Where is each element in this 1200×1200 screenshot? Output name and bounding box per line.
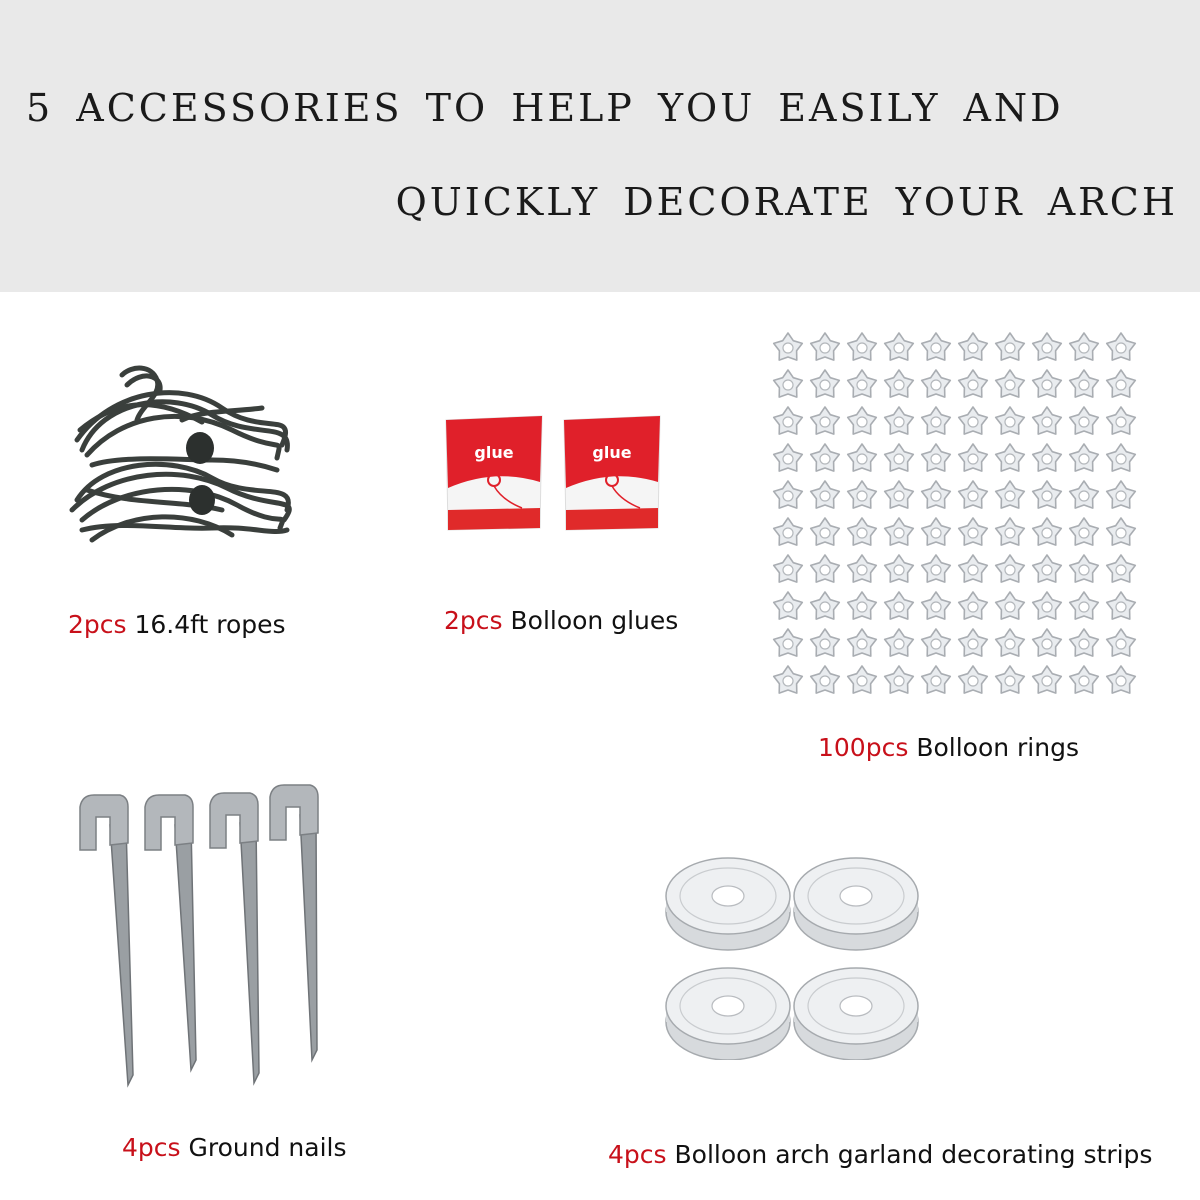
- balloon-ring: [1107, 629, 1136, 656]
- balloon-ring: [996, 629, 1025, 656]
- balloon-ring: [811, 370, 840, 397]
- balloon-ring: [848, 555, 877, 582]
- balloon-ring: [774, 444, 803, 471]
- balloon-ring: [848, 407, 877, 434]
- balloon-ring: [1107, 333, 1136, 360]
- item-label: Bolloon rings: [916, 733, 1079, 762]
- ground-nail: [270, 785, 318, 1060]
- glue-package-text: glue: [592, 443, 632, 462]
- balloon-ring: [1033, 370, 1062, 397]
- balloon-ring: [959, 370, 988, 397]
- balloon-ring: [1070, 407, 1099, 434]
- balloon-ring: [885, 592, 914, 619]
- strip-roll: [666, 858, 790, 950]
- balloon-ring: [774, 333, 803, 360]
- balloon-ring: [774, 518, 803, 545]
- balloon-ring: [959, 555, 988, 582]
- balloon-ring: [1070, 444, 1099, 471]
- balloon-ring: [959, 481, 988, 508]
- balloon-ring: [848, 333, 877, 360]
- balloon-ring: [885, 481, 914, 508]
- balloon-ring: [811, 333, 840, 360]
- balloon-ring: [922, 333, 951, 360]
- balloon-ring: [1107, 481, 1136, 508]
- balloon-ring: [848, 629, 877, 656]
- balloon-ring: [885, 518, 914, 545]
- balloon-ring: [1070, 518, 1099, 545]
- balloon-ring: [996, 370, 1025, 397]
- caption-ropes: [68, 610, 286, 639]
- quantity: 4pcs: [608, 1140, 667, 1169]
- balloon-ring: [1070, 666, 1099, 693]
- balloon-ring: [774, 370, 803, 397]
- balloon-ring: [1107, 592, 1136, 619]
- balloon-ring: [811, 518, 840, 545]
- flower-ring-icon: [770, 330, 1140, 700]
- caption-nails: [122, 1133, 346, 1162]
- balloon-ring: [959, 592, 988, 619]
- strip-roll: [794, 858, 918, 950]
- balloon-ring: [996, 555, 1025, 582]
- balloon-ring: [774, 666, 803, 693]
- balloon-ring: [885, 629, 914, 656]
- balloon-ring: [996, 518, 1025, 545]
- balloon-ring: [959, 333, 988, 360]
- balloon-ring: [1107, 407, 1136, 434]
- balloon-ring: [811, 592, 840, 619]
- quantity: 2pcs: [68, 610, 127, 639]
- balloon-ring: [848, 444, 877, 471]
- balloon-ring: [1033, 666, 1062, 693]
- ground-nail: [145, 795, 196, 1070]
- balloon-ring: [1107, 518, 1136, 545]
- balloon-ring: [848, 666, 877, 693]
- balloon-ring: [1033, 333, 1062, 360]
- balloon-ring: [885, 407, 914, 434]
- balloon-ring: [996, 333, 1025, 360]
- balloon-ring: [922, 555, 951, 582]
- item-label: 16.4ft ropes: [134, 610, 286, 639]
- caption-glues: [444, 606, 678, 635]
- balloon-ring: [774, 481, 803, 508]
- balloon-ring: [922, 370, 951, 397]
- balloon-ring: [996, 444, 1025, 471]
- quantity: 2pcs: [444, 606, 503, 635]
- balloon-ring: [959, 444, 988, 471]
- item-label: Bolloon glues: [510, 606, 679, 635]
- balloon-ring: [1107, 370, 1136, 397]
- balloon-ring: [885, 444, 914, 471]
- quantity: 100pcs: [818, 733, 909, 762]
- balloon-ring: [811, 407, 840, 434]
- balloon-ring: [1033, 629, 1062, 656]
- glue-package-text: glue: [474, 443, 514, 462]
- balloon-ring: [848, 481, 877, 508]
- balloon-ring: [1033, 481, 1062, 508]
- caption-strips: [608, 1140, 1152, 1169]
- strip-roll: [794, 968, 918, 1060]
- balloon-ring: [885, 370, 914, 397]
- balloon-ring: [885, 333, 914, 360]
- balloon-ring: [959, 629, 988, 656]
- ground-nail: [80, 795, 133, 1085]
- balloon-ring: [922, 666, 951, 693]
- balloon-ring: [959, 518, 988, 545]
- balloon-ring: [848, 592, 877, 619]
- balloon-ring: [1107, 444, 1136, 471]
- headline-line-1: 5 ACCESSORIES TO HELP YOU EASILY AND: [26, 86, 1064, 130]
- balloon-ring: [959, 407, 988, 434]
- balloon-ring: [1070, 370, 1099, 397]
- balloon-ring: [848, 518, 877, 545]
- balloon-ring: [996, 592, 1025, 619]
- header-banner: [0, 0, 1200, 292]
- balloon-ring: [1033, 555, 1062, 582]
- strip-roll-icon: [660, 850, 950, 1060]
- rope-icon: [62, 360, 312, 555]
- glue-package-1: [442, 410, 546, 532]
- balloon-ring: [1070, 555, 1099, 582]
- balloon-ring: [811, 481, 840, 508]
- balloon-ring: [885, 555, 914, 582]
- balloon-ring: [774, 592, 803, 619]
- balloon-ring: [1070, 629, 1099, 656]
- balloon-ring: [1033, 592, 1062, 619]
- balloon-ring: [996, 666, 1025, 693]
- balloon-ring: [1070, 481, 1099, 508]
- balloon-ring: [1070, 592, 1099, 619]
- balloon-ring: [922, 518, 951, 545]
- balloon-ring: [1033, 444, 1062, 471]
- glue-dots-icon: [442, 410, 672, 535]
- balloon-ring: [1107, 666, 1136, 693]
- glue-package-2: [560, 410, 664, 532]
- balloon-ring: [848, 370, 877, 397]
- caption-rings: [818, 733, 1079, 762]
- balloon-ring: [996, 481, 1025, 508]
- quantity: 4pcs: [122, 1133, 181, 1162]
- ground-nail-icon: [60, 775, 330, 1095]
- headline-line-2: QUICKLY DECORATE YOUR ARCH: [395, 180, 1178, 224]
- balloon-ring: [774, 555, 803, 582]
- balloon-ring: [959, 666, 988, 693]
- balloon-ring: [811, 444, 840, 471]
- balloon-ring: [774, 407, 803, 434]
- balloon-ring: [1070, 333, 1099, 360]
- balloon-ring: [996, 407, 1025, 434]
- item-label: Bolloon arch garland decorating strips: [674, 1140, 1153, 1169]
- balloon-ring: [811, 666, 840, 693]
- balloon-ring: [1033, 407, 1062, 434]
- balloon-ring: [922, 629, 951, 656]
- item-label: Ground nails: [188, 1133, 347, 1162]
- ground-nail: [210, 793, 259, 1083]
- balloon-ring: [922, 407, 951, 434]
- balloon-ring: [922, 444, 951, 471]
- balloon-ring: [811, 629, 840, 656]
- strip-roll: [666, 968, 790, 1060]
- balloon-ring: [885, 666, 914, 693]
- balloon-ring: [922, 592, 951, 619]
- balloon-ring: [1107, 555, 1136, 582]
- balloon-ring: [774, 629, 803, 656]
- balloon-ring: [1033, 518, 1062, 545]
- balloon-ring: [922, 481, 951, 508]
- balloon-ring: [811, 555, 840, 582]
